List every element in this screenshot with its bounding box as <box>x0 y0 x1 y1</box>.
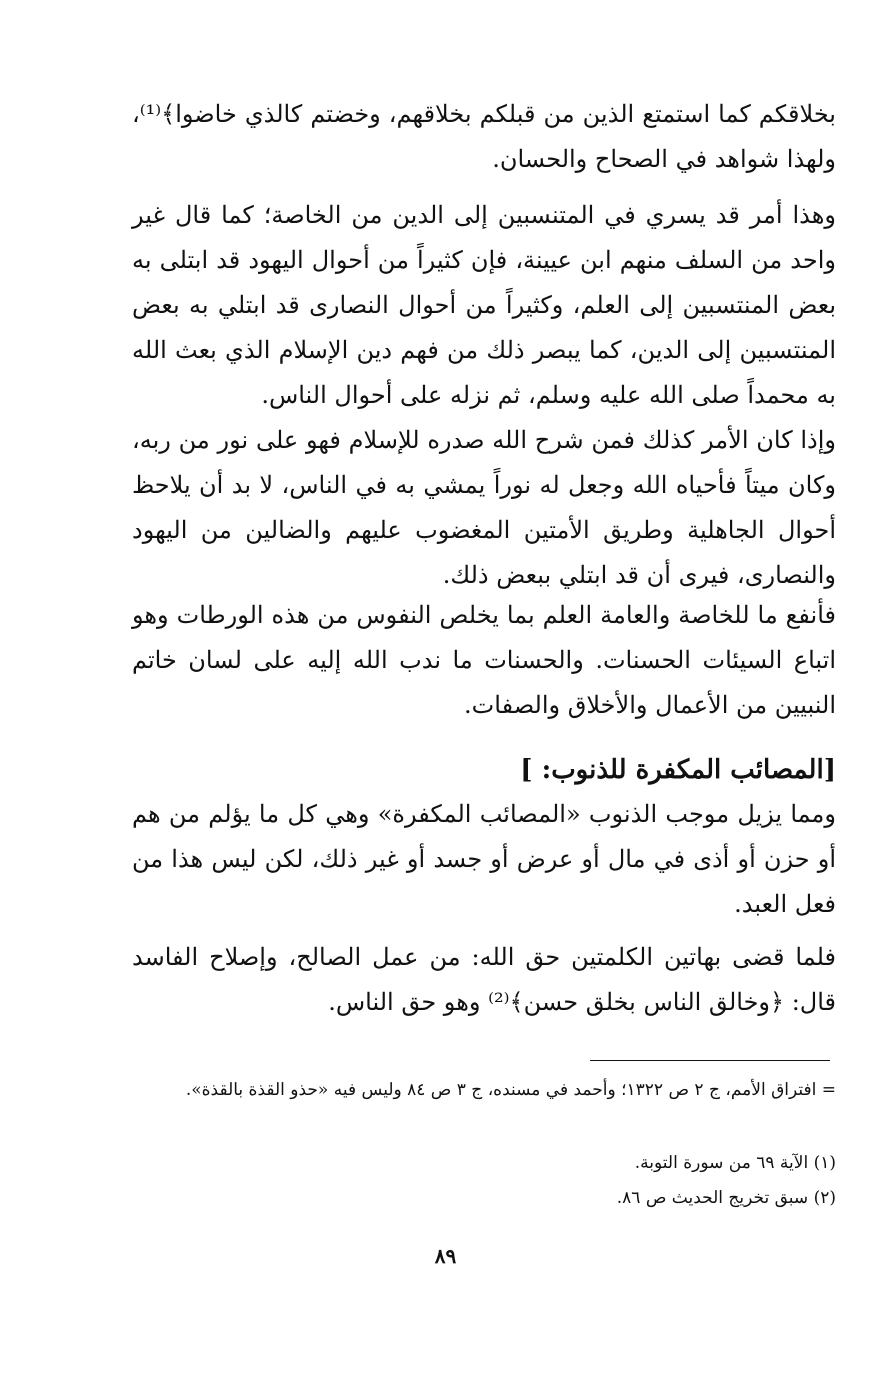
paragraph-2: وهذا أمر قد يسري في المتنسبين إلى الدين من الخاصة؛ كما قال غير واحد من السلف منهم ابن عيينة، فإن كثيراً من أحوال اليهود قد ابتلى به بعض المنتسبين إلى العلم، وكثيراً من أحوال النصارى قد ابتلي به بعض المنتسبين إلى الدين، كما يبصر ذلك من فهم دين الإسلام الذي بعث الله به محمداً صلى الله عليه وسلم، ثم نزله على أحوال الناس. <box>132 201 836 409</box>
paragraph-1: بخلاقكم كما استمتع الذين من قبلكم بخلاقهم، وخضتم كالذي خاضوا﴾⁽¹⁾، ولهذا شواهد في الصحاح والحسان. <box>132 100 836 173</box>
paragraph-6: فلما قضى بهاتين الكلمتين حق الله: من عمل الصالح، وإصلاح الفاسد قال: ﴿وخالق الناس بخلق حسن﴾⁽²⁾ وهو حق الناس. <box>132 943 836 1016</box>
page-number: ٨٩ <box>434 1244 457 1268</box>
footnote-1: (١) الآية ٦٩ من سورة التوبة. <box>634 1153 836 1173</box>
paragraph-4: فأنفع ما للخاصة والعامة العلم بما يخلص النفوس من هذه الورطات وهو اتباع السيئات الحسنات. والحسنات ما ندب الله إليه على لسان خاتم النبيين من الأعمال والأخلاق والصفات. <box>132 601 837 719</box>
paragraph-3: وإذا كان الأمر كذلك فمن شرح الله صدره للإسلام فهو على نور من ربه، وكان ميتاً فأحياه الله وجعل له نوراً يمشي به في الناس، لا بد أن يلاحظ أحوال الجاهلية وطريق الأمتين المغضوب عليهم والضالين من اليهود والنصارى، فيرى أن قد ابتلي ببعض ذلك. <box>132 426 836 589</box>
footnote-divider <box>590 1060 830 1061</box>
footnote-2: (٢) سبق تخريج الحديث ص ٨٦. <box>616 1188 836 1208</box>
paragraph-5: ومما يزيل موجب الذنوب «المصائب المكفرة» وهي كل ما يؤلم من هم أو حزن أو أذى في مال أو عرض أو جسد أو غير ذلك، لكن ليس هذا من فعل العبد. <box>132 800 837 918</box>
footnote-continuation: = افتراق الأمم، ج ٢ ص ١٣٢٢؛ وأحمد في مسنده، ج ٣ ص ٨٤ وليس فيه «حذو القذة بالقذة». <box>185 1080 836 1100</box>
section-heading: [المصائب المكفرة للذنوب: ] <box>520 755 836 785</box>
